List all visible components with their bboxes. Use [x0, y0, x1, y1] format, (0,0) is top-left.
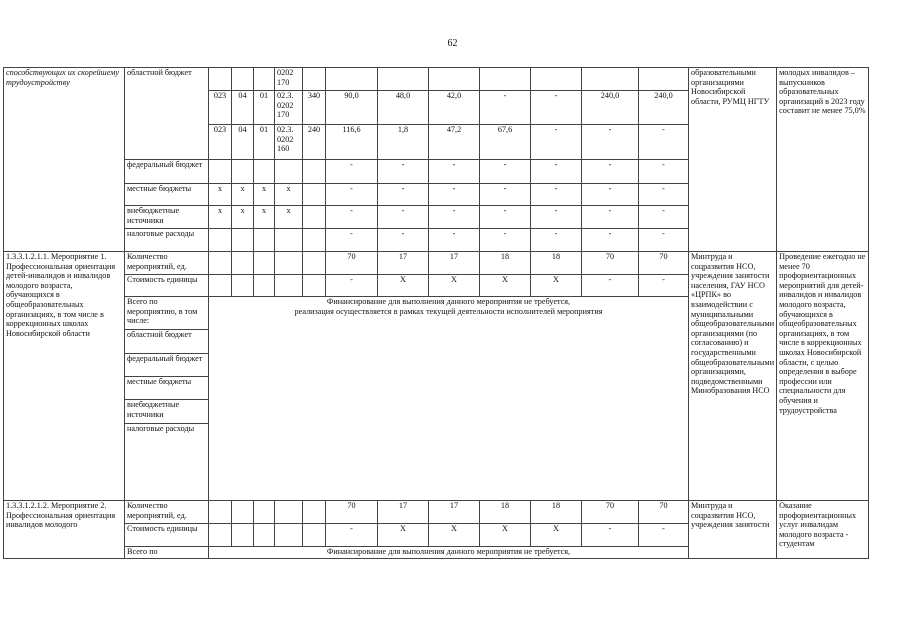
value-cell: -: [480, 91, 531, 125]
value-cell: 240,0: [639, 91, 689, 125]
value-cell: -: [378, 206, 429, 229]
unit-cost-value: Х: [378, 524, 429, 547]
value-cell: [429, 68, 480, 91]
result-event1: Проведение ежегодно не менее 70 профориентационных мероприятий для детей-инвалидов и инвалидов молодого возраста, обучающихся в общеобразовательных организациях, в том числе в коррекционных школах Новосибирской области, с целью определения в выборе профессии или специальности для обучения и трудоустройства: [777, 252, 869, 501]
code-cell: [275, 160, 303, 184]
code-cell: [303, 229, 326, 252]
code-cell: [232, 68, 254, 91]
value-cell: -: [582, 125, 639, 160]
code-cell: [209, 68, 232, 91]
value-cell: -: [326, 160, 378, 184]
code-cell: [303, 206, 326, 229]
code-cell: [232, 229, 254, 252]
budget-label-tax: налоговые расходы: [125, 229, 209, 252]
code-cell: [254, 68, 275, 91]
financing-note-line1: Финансирование для выполнения данного мероприятия не требуется,: [326, 297, 571, 306]
code-cell: 240: [303, 125, 326, 160]
quantity-value: 18: [531, 252, 582, 275]
executor-top: образовательными организациями Новосибирской области, РУМЦ НГТУ: [689, 68, 777, 252]
code-cell: х: [254, 184, 275, 206]
activity-name-top: способствующих их скорейшему трудоустройству: [4, 68, 125, 252]
quantity-value: 70: [326, 252, 378, 275]
value-cell: -: [639, 125, 689, 160]
page-number: 62: [447, 38, 458, 49]
unit-cost-label: Стоимость единицы: [125, 275, 209, 297]
value-cell: -: [531, 125, 582, 160]
value-cell: -: [639, 229, 689, 252]
value-cell: 90,0: [326, 91, 378, 125]
value-cell: -: [531, 206, 582, 229]
budget-label-local: местные бюджеты: [125, 184, 209, 206]
value-cell: -: [378, 229, 429, 252]
financing-note: [209, 297, 689, 501]
budget-label-offbudget: внебюджетные источники: [125, 206, 209, 229]
code-cell: [232, 160, 254, 184]
value-cell: -: [480, 184, 531, 206]
value-cell: [639, 68, 689, 91]
code-cell: 01: [254, 91, 275, 125]
code-cell: 023: [209, 91, 232, 125]
unit-cost-value: Х: [480, 524, 531, 547]
code-cell: 0202 170: [275, 68, 303, 91]
financing-note: Финансирование для выполнения данного мероприятия не требуется,: [209, 547, 689, 559]
activity-table: [3, 67, 869, 559]
budget-label-federal: федеральный бюджет: [125, 160, 209, 184]
value-cell: -: [429, 229, 480, 252]
unit-cost-value: -: [326, 524, 378, 547]
quantity-value: 70: [582, 501, 639, 524]
unit-cost-value: Х: [531, 275, 582, 297]
quantity-value: 17: [378, 501, 429, 524]
budget-label-regional: областной бюджет: [125, 68, 209, 160]
code-cell: [303, 184, 326, 206]
value-cell: 1,8: [378, 125, 429, 160]
code-cell: 02.3. 0202 170: [275, 91, 303, 125]
unit-cost-value: Х: [531, 524, 582, 547]
quantity-value: 18: [480, 501, 531, 524]
code-cell: х: [232, 206, 254, 229]
unit-cost-value: Х: [429, 524, 480, 547]
result-top: молодых инвалидов – выпускников образовательных организаций в 2023 году составит не менее 75,0%: [777, 68, 869, 252]
unit-cost-label: Стоимость единицы: [125, 524, 209, 547]
value-cell: -: [378, 184, 429, 206]
code-cell: х: [275, 184, 303, 206]
value-cell: -: [639, 206, 689, 229]
code-cell: 02.3. 0202 160: [275, 125, 303, 160]
quantity-label: Количество мероприятий, ед.: [125, 252, 209, 275]
budget-label-local: местные бюджеты: [125, 377, 209, 400]
code-cell: х: [209, 184, 232, 206]
quantity-value: 17: [378, 252, 429, 275]
code-cell: [209, 229, 232, 252]
value-cell: 47,2: [429, 125, 480, 160]
unit-cost-value: -: [639, 524, 689, 547]
quantity-value: 17: [429, 501, 480, 524]
quantity-value: 70: [639, 501, 689, 524]
value-cell: 48,0: [378, 91, 429, 125]
value-cell: -: [582, 206, 639, 229]
value-cell: [326, 68, 378, 91]
unit-cost-value: Х: [378, 275, 429, 297]
code-cell: [209, 160, 232, 184]
unit-cost-value: -: [582, 524, 639, 547]
budget-label-tax: налоговые расходы: [125, 424, 209, 501]
quantity-value: 18: [531, 501, 582, 524]
code-cell: 01: [254, 125, 275, 160]
activity-name-event2: 1.3.3.1.2.1.2. Мероприятие 2. Профессиональная ориентация инвалидов молодого: [4, 501, 125, 559]
financing-note-line2: реализация осуществляется в рамках текущей деятельности исполнителей мероприятия: [294, 306, 603, 316]
value-cell: 67,6: [480, 125, 531, 160]
quantity-value: 70: [639, 252, 689, 275]
budget-label-total: Всего по: [125, 547, 209, 559]
value-cell: -: [531, 229, 582, 252]
code-cell: [254, 229, 275, 252]
code-cell: 023: [209, 125, 232, 160]
value-cell: -: [326, 206, 378, 229]
value-cell: -: [378, 160, 429, 184]
code-cell: 04: [232, 91, 254, 125]
quantity-label: Количество мероприятий, ед.: [125, 501, 209, 524]
value-cell: [480, 68, 531, 91]
value-cell: -: [582, 229, 639, 252]
value-cell: -: [429, 206, 480, 229]
value-cell: -: [639, 184, 689, 206]
budget-label-offbudget: внебюджетные источники: [125, 400, 209, 424]
quantity-value: 70: [582, 252, 639, 275]
executor-event2: Минтруда и соцразвития НСО, учреждения занятости: [689, 501, 777, 559]
code-cell: 04: [232, 125, 254, 160]
value-cell: -: [480, 206, 531, 229]
value-cell: [378, 68, 429, 91]
code-cell: х: [254, 206, 275, 229]
budget-label-regional: областной бюджет: [125, 330, 209, 354]
code-cell: 340: [303, 91, 326, 125]
value-cell: -: [326, 229, 378, 252]
unit-cost-value: -: [582, 275, 639, 297]
value-cell: [582, 68, 639, 91]
quantity-value: 18: [480, 252, 531, 275]
quantity-value: 17: [429, 252, 480, 275]
value-cell: -: [480, 160, 531, 184]
value-cell: -: [582, 160, 639, 184]
activity-name-event1: 1.3.3.1.2.1.1. Мероприятие 1. Профессиональная ориентация детей-инвалидов и инвалидов молодого возраста, обучающихся в общеобразовательных организациях, в том числе в коррекционных школах Новосибирской области: [4, 252, 125, 501]
budget-label-total: Всего по мероприятию, в том числе:: [125, 297, 209, 330]
quantity-value: 70: [326, 501, 378, 524]
code-cell: [275, 229, 303, 252]
code-cell: х: [275, 206, 303, 229]
code-cell: х: [209, 206, 232, 229]
value-cell: [531, 68, 582, 91]
unit-cost-value: -: [326, 275, 378, 297]
unit-cost-value: Х: [429, 275, 480, 297]
value-cell: 116,6: [326, 125, 378, 160]
value-cell: -: [429, 160, 480, 184]
value-cell: -: [531, 160, 582, 184]
value-cell: -: [326, 184, 378, 206]
value-cell: -: [639, 160, 689, 184]
value-cell: -: [531, 91, 582, 125]
value-cell: -: [531, 184, 582, 206]
executor-event1: Минтруда и соцразвития НСО, учреждения занятости населения, ГАУ НСО «ЦРПК» во взаимодействии с муниципальными общеобразовательными организациями (по согласованию) и государственными общеобразовательными организациями, подведомственными Минобразования НСО: [689, 252, 777, 501]
code-cell: [303, 160, 326, 184]
unit-cost-value: -: [639, 275, 689, 297]
unit-cost-value: Х: [480, 275, 531, 297]
code-cell: [254, 160, 275, 184]
result-event2: Оказание профориентационных услуг инвалидам молодого возраста - студентам: [777, 501, 869, 559]
value-cell: -: [429, 184, 480, 206]
code-cell: [303, 68, 326, 91]
code-cell: х: [232, 184, 254, 206]
value-cell: -: [582, 184, 639, 206]
value-cell: -: [480, 229, 531, 252]
value-cell: 240,0: [582, 91, 639, 125]
value-cell: 42,0: [429, 91, 480, 125]
budget-label-federal: федеральный бюджет: [125, 354, 209, 377]
